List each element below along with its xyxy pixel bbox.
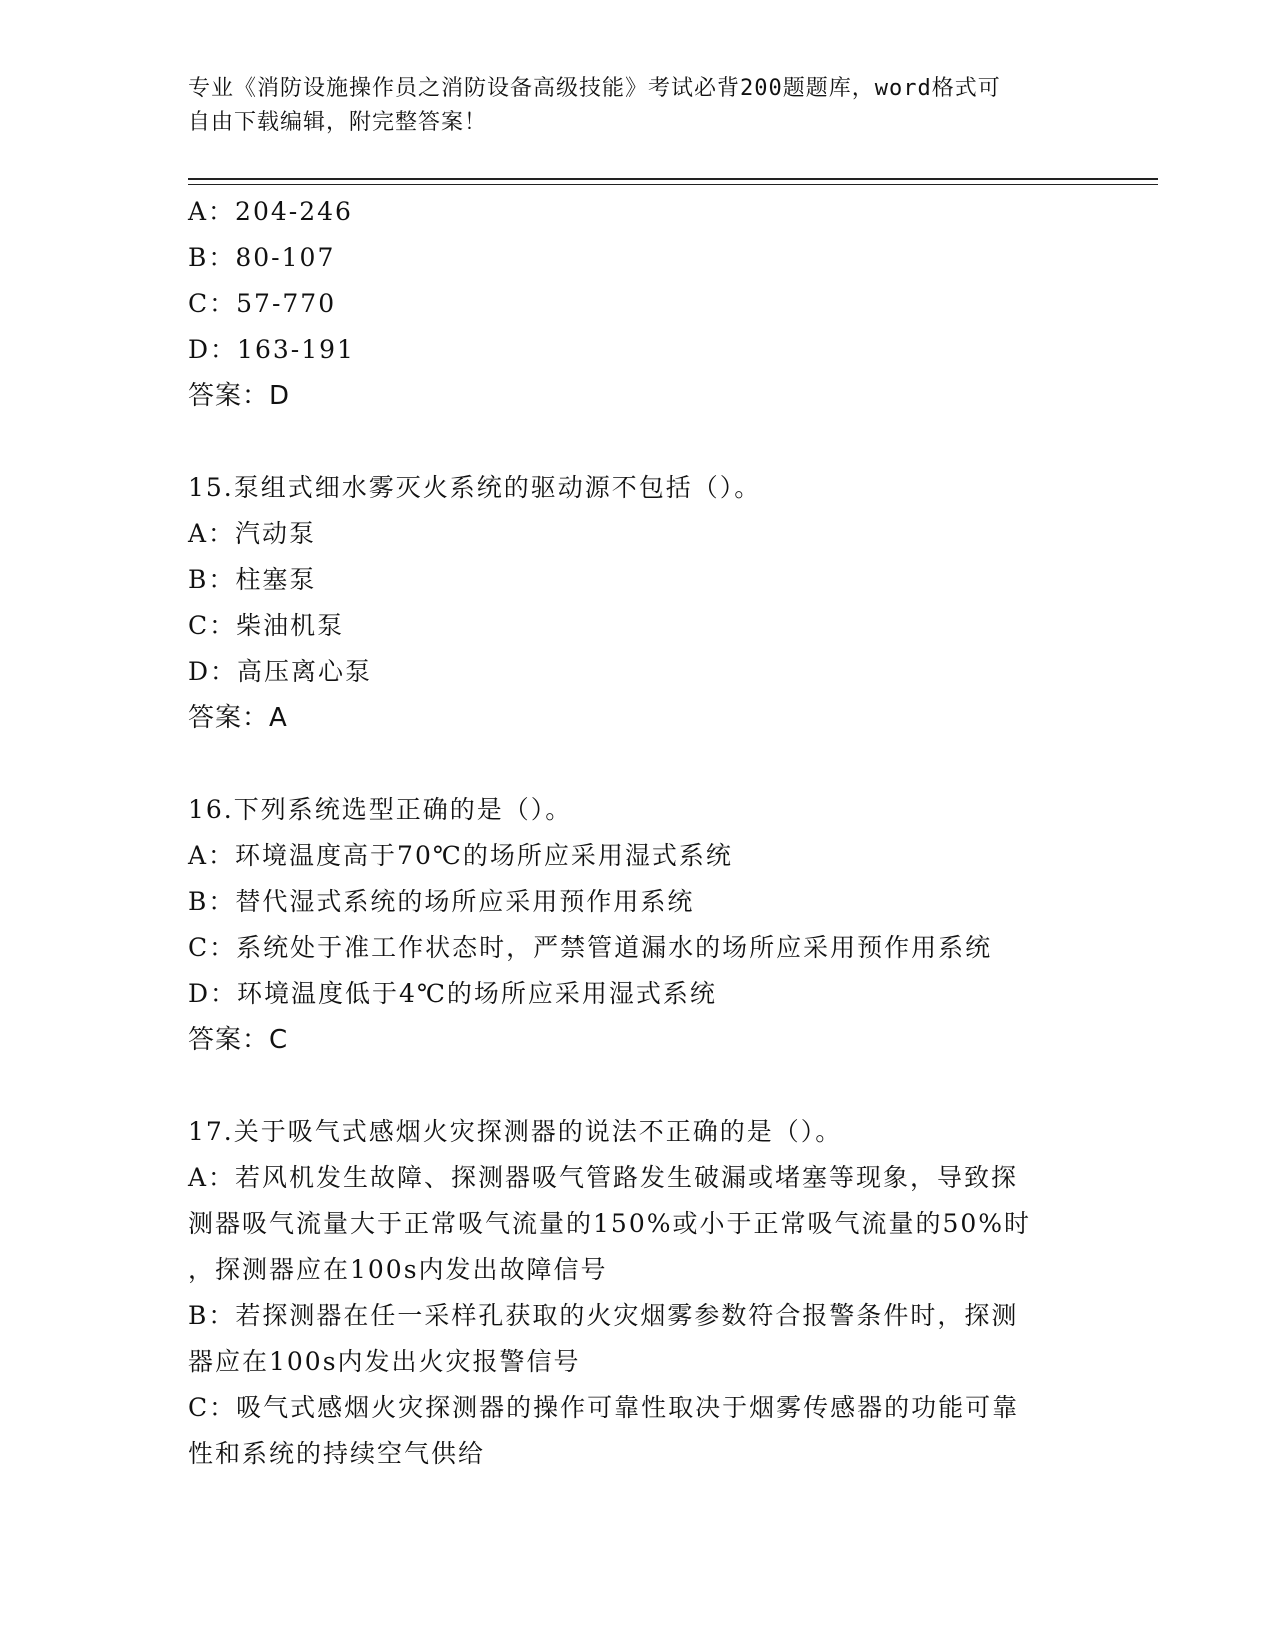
header-line-2: 自由下载编辑，附完整答案！ [188, 110, 488, 135]
question-text: 16.下列系统选型正确的是（）。 [188, 795, 573, 824]
question-text: 15.泵组式细水雾灭火系统的驱动源不包括（）。 [188, 473, 762, 502]
header-divider-thin [188, 184, 1158, 185]
question-17-block [188, 1109, 1088, 1477]
question-15-block [188, 465, 1088, 741]
option-b-line-2: 器应在100s内发出火灾报警信号 [188, 1347, 581, 1376]
option-c: C：系统处于准工作状态时，严禁管道漏水的场所应采用预作用系统 [188, 933, 993, 962]
option-d: D：高压离心泵 [188, 657, 373, 686]
option-b: B：替代湿式系统的场所应采用预作用系统 [188, 887, 695, 916]
header-line-1: 专业《消防设施操作员之消防设备高级技能》考试必背200题题库，word格式可 [188, 76, 1001, 101]
document-header [188, 72, 1068, 140]
option-c-line-2: 性和系统的持续空气供给 [188, 1439, 486, 1468]
option-b: B：柱塞泵 [188, 565, 317, 594]
answer-line: 答案：C [188, 1025, 289, 1055]
option-a-line-3: ，探测器应在100s内发出故障信号 [188, 1255, 608, 1284]
spacer [188, 1063, 1088, 1109]
question-list [188, 189, 1088, 1477]
header-divider-thick [188, 178, 1158, 180]
option-d: D：163-191 [188, 335, 355, 364]
option-d: D：环境温度低于4℃的场所应采用湿式系统 [188, 979, 717, 1008]
spacer [188, 419, 1088, 465]
answer-line: 答案：A [188, 703, 288, 733]
option-c: C：柴油机泵 [188, 611, 345, 640]
answer-line: 答案：D [188, 381, 291, 411]
question-16-block [188, 787, 1088, 1063]
option-b-line-1: B：若探测器在任一采样孔获取的火灾烟雾参数符合报警条件时，探测 [188, 1301, 1019, 1330]
option-b: B：80-107 [188, 243, 336, 272]
spacer [188, 741, 1088, 787]
option-a: A：环境温度高于70℃的场所应采用湿式系统 [188, 841, 733, 870]
option-a: A：汽动泵 [188, 519, 317, 548]
option-a-line-1: A：若风机发生故障、探测器吸气管路发生破漏或堵塞等现象，导致探 [188, 1163, 1019, 1192]
question-text: 17.关于吸气式感烟火灾探测器的说法不正确的是（）。 [188, 1117, 843, 1146]
question-14-block [188, 189, 1088, 419]
option-c-line-1: C：吸气式感烟火灾探测器的操作可靠性取决于烟雾传感器的功能可靠 [188, 1393, 1020, 1422]
option-a-line-2: 测器吸气流量大于正常吸气流量的150%或小于正常吸气流量的50%时 [188, 1209, 1032, 1238]
option-c: C：57-770 [188, 289, 337, 318]
option-a: A：204-246 [188, 197, 353, 226]
